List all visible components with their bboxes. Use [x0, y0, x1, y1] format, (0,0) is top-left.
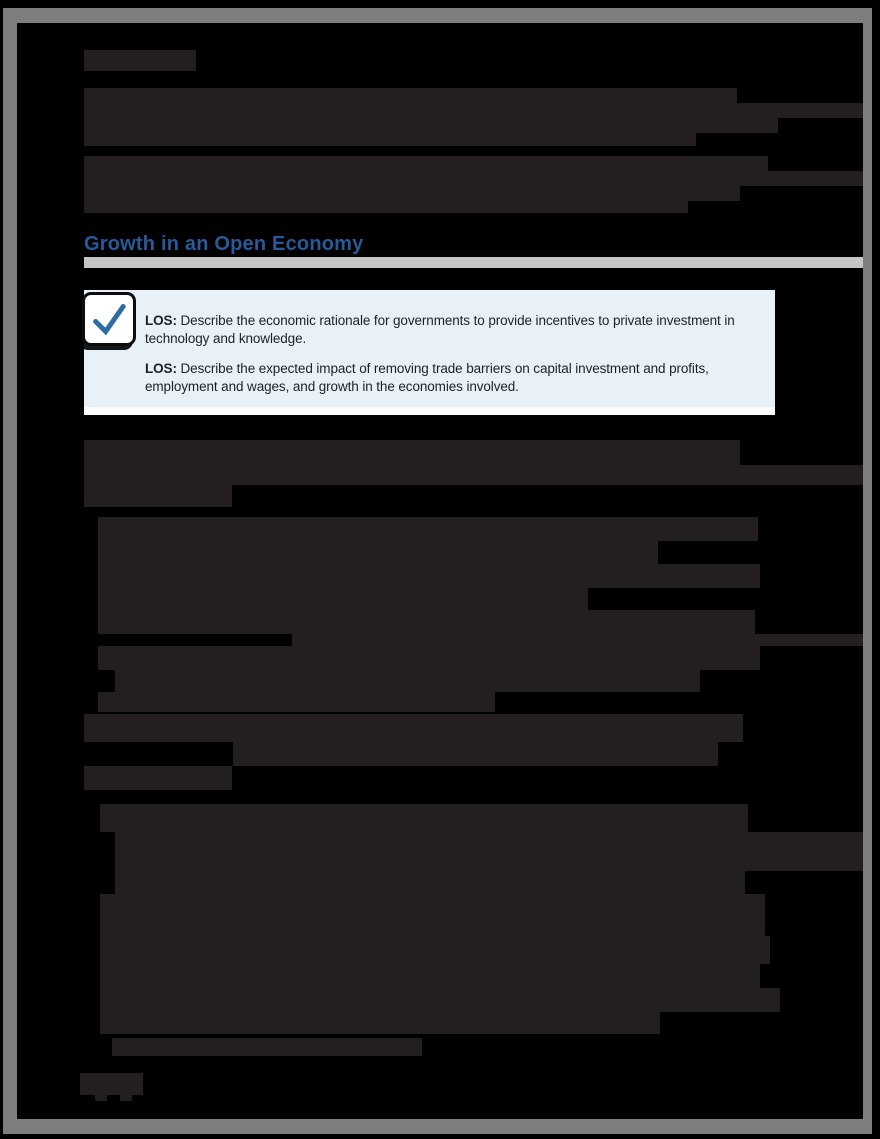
los-prefix: LOS: [145, 313, 177, 328]
redacted-text-block [98, 517, 758, 541]
redacted-text-block [115, 832, 863, 871]
redacted-text-block [112, 1038, 422, 1056]
redacted-text-block [100, 1012, 660, 1034]
redacted-text-block [84, 171, 863, 186]
los-statement-text: Describe the economic rationale for governments to provide incentives to private investment in technology and knowledge. [145, 313, 735, 346]
redacted-text-block [84, 103, 863, 118]
redacted-text-block [292, 634, 863, 646]
redacted-text-block [84, 766, 232, 790]
redacted-text-block [84, 156, 768, 171]
redacted-text-block [100, 894, 765, 936]
redacted-text-block [84, 201, 688, 213]
los-statements [145, 312, 767, 408]
redacted-text-block [98, 564, 760, 588]
redacted-text-block [98, 541, 658, 564]
redacted-text-block [95, 1095, 107, 1101]
los-statement-text: Describe the expected impact of removing trade barriers on capital investment and profits, employment and wages, and growth in the economies involved. [145, 361, 709, 394]
page-frame [3, 8, 872, 1134]
redacted-text-block [115, 670, 700, 692]
redacted-text-block [120, 1095, 132, 1101]
redacted-text-block [98, 610, 755, 634]
document-page [17, 23, 863, 1119]
section-heading-label: Growth in an Open Economy [84, 233, 364, 255]
redacted-text-block [84, 118, 778, 133]
redacted-text-block [100, 804, 748, 832]
redacted-text-block [98, 588, 588, 610]
heading-rule [84, 257, 863, 268]
checkmark-icon [82, 292, 136, 346]
redacted-text-block [233, 742, 718, 766]
redacted-text-block [100, 936, 770, 964]
redacted-text-block [84, 186, 740, 201]
los-callout-box [84, 290, 775, 415]
redacted-text-block [84, 465, 863, 485]
redacted-text-block [84, 133, 696, 146]
redacted-text-block [84, 714, 743, 742]
redacted-text-block [98, 646, 760, 670]
checkmark-stroke [96, 307, 124, 332]
redacted-text-block [100, 988, 780, 1012]
los-statement [145, 312, 767, 347]
redacted-text-block [100, 964, 760, 988]
redacted-text-block [98, 692, 495, 712]
redacted-text-block [80, 1073, 143, 1095]
redacted-text-block [84, 485, 232, 507]
redacted-text-block [84, 440, 740, 465]
redacted-text-block [84, 88, 737, 103]
section-heading [84, 233, 363, 256]
los-prefix: LOS: [145, 361, 177, 376]
redacted-text-block [115, 871, 745, 894]
los-statement [145, 360, 767, 395]
redacted-text-block [84, 50, 196, 71]
